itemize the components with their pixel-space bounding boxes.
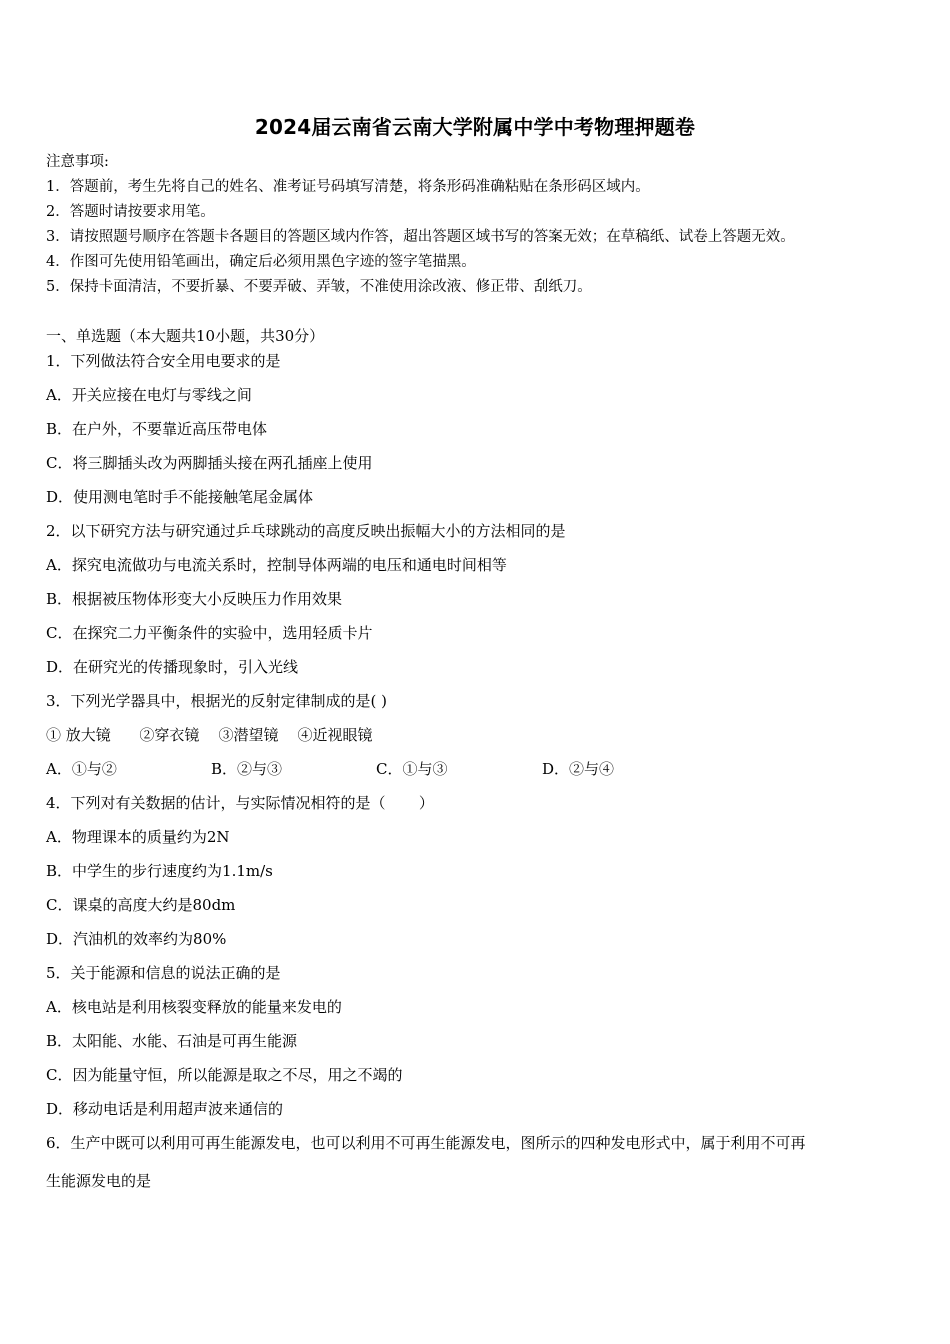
- section-heading: 一、单选题（本大题共10小题，共30分）: [46, 327, 325, 345]
- question-stem-continued: 生能源发电的是: [46, 1172, 152, 1190]
- answer-option: C．①与③: [376, 760, 448, 778]
- answer-option: A．开关应接在电灯与零线之间: [46, 386, 252, 404]
- question-stem: 6．生产中既可以利用可再生能源发电，也可以利用不可再生能源发电，图所示的四种发电形式中，属于利用不可再: [46, 1134, 806, 1152]
- answer-option: C．因为能量守恒，所以能源是取之不尽，用之不竭的: [46, 1066, 403, 1084]
- notice-item: 2．答题时请按要求用笔。: [46, 204, 215, 220]
- question-stem: 5．关于能源和信息的说法正确的是: [46, 964, 281, 982]
- answer-option: A．核电站是利用核裂变释放的能量来发电的: [46, 998, 342, 1016]
- question-stem: 4．下列对有关数据的估计，与实际情况相符的是（ ）: [46, 794, 434, 812]
- question-stem: 2．以下研究方法与研究通过乒乓球跳动的高度反映出振幅大小的方法相同的是: [46, 522, 566, 540]
- answer-option: C．课桌的高度大约是80dm: [46, 896, 236, 914]
- question-stem: 1．下列做法符合安全用电要求的是: [46, 352, 281, 370]
- answer-option: C．将三脚插头改为两脚插头接在两孔插座上使用: [46, 454, 373, 472]
- notice-item: 1．答题前，考生先将自己的姓名、准考证号码填写清楚，将条形码准确粘贴在条形码区域内。: [46, 179, 650, 195]
- answer-option: A．探究电流做功与电流关系时，控制导体两端的电压和通电时间相等: [46, 556, 507, 574]
- answer-option: D．移动电话是利用超声波来通信的: [46, 1100, 284, 1118]
- answer-option: B．中学生的步行速度约为1.1m/s: [46, 862, 273, 880]
- answer-option: B．在户外，不要靠近高压带电体: [46, 420, 268, 438]
- answer-option: C．在探究二力平衡条件的实验中，选用轻质卡片: [46, 624, 373, 642]
- answer-option: D．汽油机的效率约为80%: [46, 930, 227, 948]
- notice-header: 注意事项:: [46, 154, 109, 170]
- question-items: ① 放大镜 ②穿衣镜 ③潜望镜 ④近视眼镜: [46, 726, 373, 744]
- notice-item: 5．保持卡面清洁，不要折暴、不要弄破、弄皱，不准使用涂改液、修正带、刮纸刀。: [46, 279, 592, 295]
- answer-option: A．物理课本的质量约为2N: [46, 828, 230, 846]
- answer-option: D．在研究光的传播现象时，引入光线: [46, 658, 299, 676]
- notice-item: 3．请按照题号顺序在答题卡各题目的答题区域内作答，超出答题区域书写的答案无效；在草稿纸、试卷上答题无效。: [46, 229, 795, 245]
- answer-option: B．根据被压物体形变大小反映压力作用效果: [46, 590, 343, 608]
- answer-option: D．使用测电笔时手不能接触笔尾金属体: [46, 488, 314, 506]
- answer-option: B．太阳能、水能、石油是可再生能源: [46, 1032, 298, 1050]
- answer-option: D．②与④: [542, 760, 615, 778]
- notice-item: 4．作图可先使用铅笔画出，确定后必须用黑色字迹的签字笔描黑。: [46, 254, 476, 270]
- page-title: 2024届云南省云南大学附属中学中考物理押题卷: [254, 115, 696, 139]
- question-stem: 3．下列光学器具中，根据光的反射定律制成的是( ): [46, 692, 388, 710]
- answer-option: B．②与③: [211, 760, 283, 778]
- answer-option: A．①与②: [46, 760, 117, 778]
